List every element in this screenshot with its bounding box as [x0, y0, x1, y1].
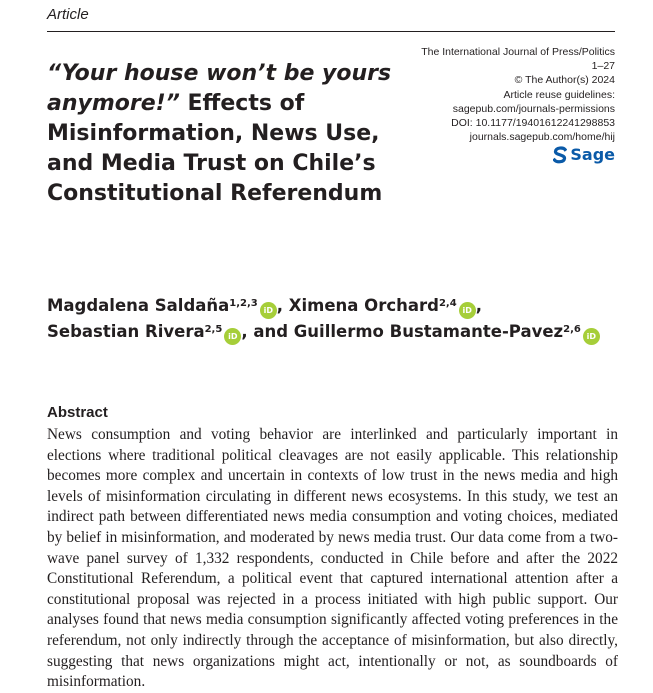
- author-name[interactable]: Magdalena Saldaña: [47, 296, 230, 315]
- orcid-icon[interactable]: iD: [459, 302, 476, 319]
- author-line-1: [47, 293, 627, 319]
- journal-name: The International Journal of Press/Politics: [421, 46, 615, 58]
- author-name[interactable]: Sebastian Rivera: [47, 322, 205, 341]
- journal-link[interactable]: journals.sagepub.com/home/hij: [469, 131, 615, 144]
- orcid-icon[interactable]: iD: [583, 328, 600, 345]
- abstract-heading: Abstract: [47, 404, 108, 421]
- paper-title: [47, 59, 407, 209]
- author-separator: ,: [475, 296, 482, 315]
- author-affiliation: 2,6: [563, 324, 581, 335]
- header-rule: [47, 31, 615, 32]
- orcid-icon[interactable]: iD: [260, 302, 277, 319]
- orcid-icon[interactable]: iD: [224, 328, 241, 345]
- doi[interactable]: DOI: 10.1177/19401612241298853: [451, 117, 615, 130]
- article-type-label: Article: [47, 6, 89, 23]
- author-separator: , and: [241, 322, 294, 341]
- sage-logo-text: Sage: [570, 145, 615, 164]
- author-name[interactable]: Ximena Orchard: [288, 296, 439, 315]
- paper-title-rest: Effects of Misinformation, News Use, and Media Trust on Chile’s Constitutional Referendum: [47, 91, 383, 206]
- author-affiliation: 2,4: [438, 298, 457, 309]
- author-name[interactable]: Guillermo Bustamante-Pavez: [293, 322, 564, 341]
- reuse-guidelines: Article reuse guidelines:: [503, 88, 615, 101]
- paper-title-quote: “Your house won’t be yours anymore!”: [47, 61, 392, 116]
- sage-logo-icon: [553, 146, 567, 164]
- author-affiliation: 2,5: [204, 324, 223, 335]
- page-range: 1–27: [591, 60, 615, 73]
- reuse-link[interactable]: sagepub.com/journals-permissions: [452, 102, 615, 115]
- author-list: [47, 293, 627, 345]
- copyright: © The Author(s) 2024: [514, 74, 615, 87]
- author-line-2: [47, 319, 627, 345]
- author-affiliation: 1,2,3: [229, 298, 258, 309]
- author-separator: ,: [276, 296, 289, 315]
- abstract-text: News consumption and voting behavior are interlinked and particularly important in elections where traditional political cleavages are not easily applicable. This relationship becomes more complex and uncertain in contexts of low trust in the news media and high levels of misinformation circulating in different news ecosystems. In this study, we test an indirect path between differentiated news media consumption and voting choices, mediated by belief in misinformation, and moderated by news media trust. Our data come from a two-wave panel survey of 1,332 respondents, conducted in Chile before and after the 2022 Constitutional Referendum, a political event that captured international attention after a constitutional proposal was rejected in a process initiated with high public support. Our analyses found that news media consumption significantly affected voting preferences in the referendum, not only indirectly through the acceptance of misinformation, but also directly, suggesting that news organizations might act, intentionally or not, as soundboards of misinformation.: [47, 426, 618, 691]
- journal-meta: [355, 45, 615, 144]
- sage-logo: [553, 145, 615, 164]
